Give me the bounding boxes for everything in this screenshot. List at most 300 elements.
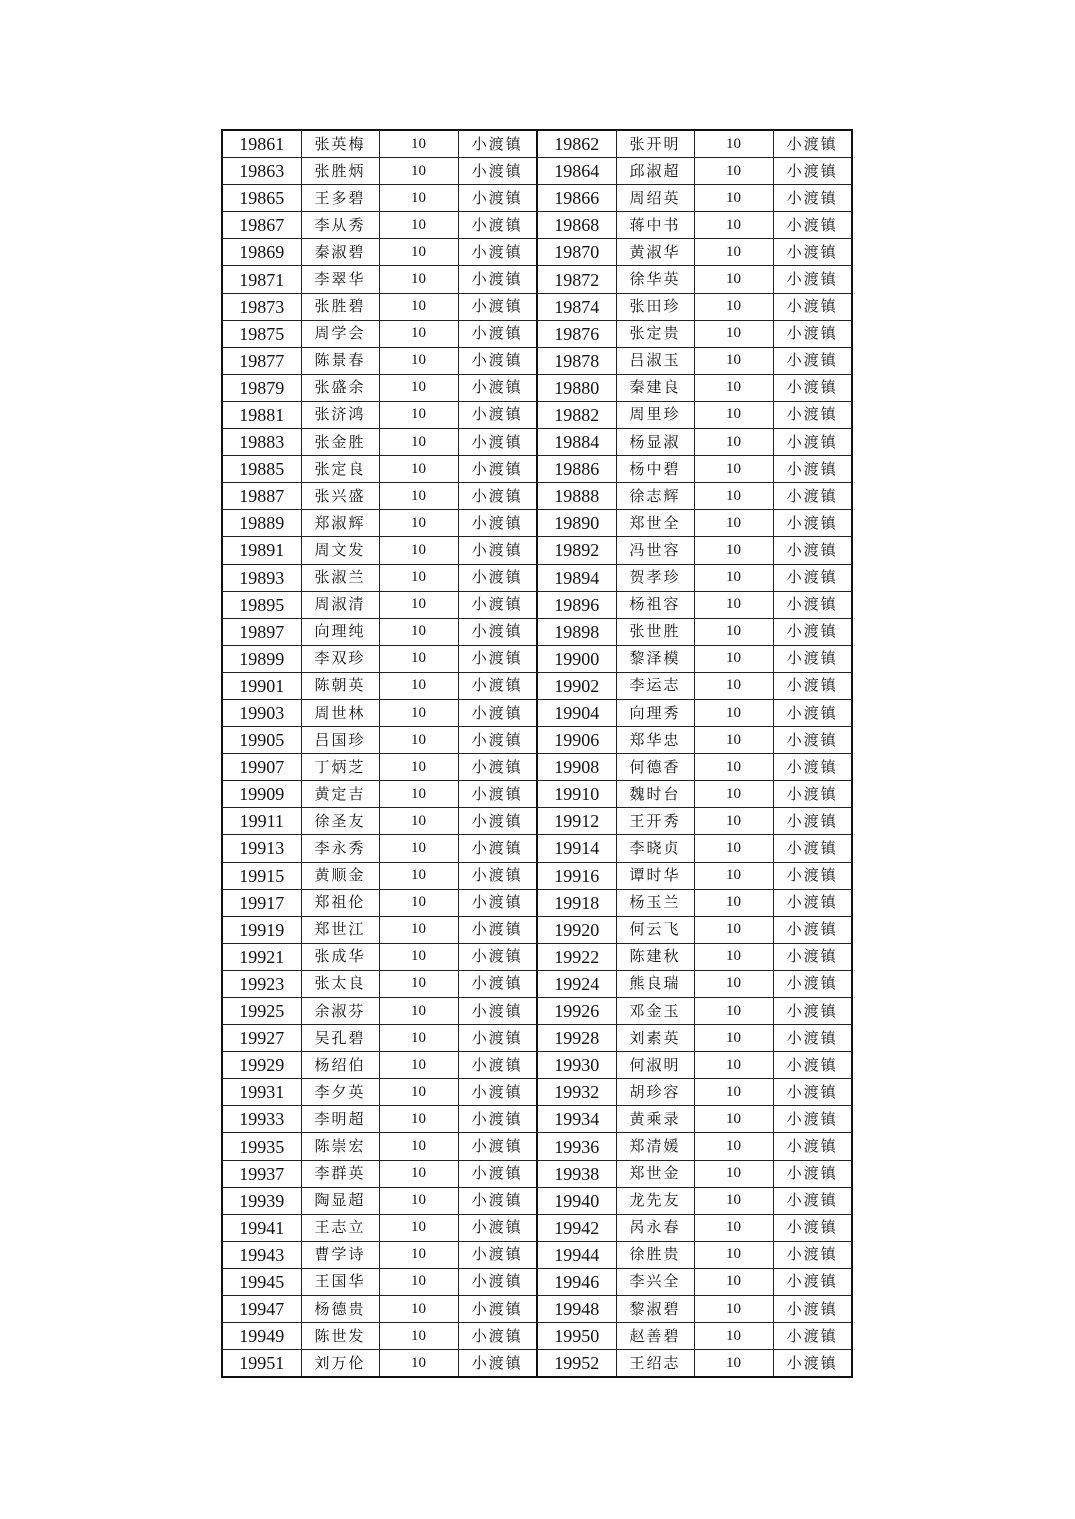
cell-value: 10	[694, 618, 773, 645]
cell-name: 陈建秋	[616, 943, 694, 970]
cell-value: 10	[379, 374, 458, 401]
cell-town: 小渡镇	[773, 1079, 852, 1106]
cell-town: 小渡镇	[458, 537, 537, 564]
cell-name: 杨玉兰	[616, 889, 694, 916]
cell-id: 19889	[222, 510, 301, 537]
cell-town: 小渡镇	[458, 672, 537, 699]
cell-town: 小渡镇	[458, 943, 537, 970]
cell-town: 小渡镇	[773, 862, 852, 889]
cell-id: 19869	[222, 239, 301, 266]
cell-value: 10	[694, 699, 773, 726]
cell-name: 张济鸿	[301, 401, 379, 428]
cell-value: 10	[694, 1187, 773, 1214]
cell-id: 19944	[537, 1241, 616, 1268]
cell-value: 10	[694, 1350, 773, 1378]
cell-value: 10	[379, 1106, 458, 1133]
cell-value: 10	[694, 998, 773, 1025]
cell-id: 19935	[222, 1133, 301, 1160]
cell-town: 小渡镇	[458, 970, 537, 997]
cell-name: 吕淑玉	[616, 347, 694, 374]
cell-town: 小渡镇	[773, 1350, 852, 1378]
cell-id: 19880	[537, 374, 616, 401]
cell-value: 10	[379, 591, 458, 618]
cell-town: 小渡镇	[458, 347, 537, 374]
cell-value: 10	[379, 1079, 458, 1106]
cell-name: 丁炳芝	[301, 754, 379, 781]
cell-town: 小渡镇	[773, 1241, 852, 1268]
cell-id: 19928	[537, 1025, 616, 1052]
cell-value: 10	[379, 998, 458, 1025]
cell-town: 小渡镇	[773, 1025, 852, 1052]
cell-id: 19877	[222, 347, 301, 374]
cell-name: 蒋中书	[616, 212, 694, 239]
table-row	[222, 835, 852, 862]
table-row	[222, 293, 852, 320]
table-row	[222, 1241, 852, 1268]
cell-id: 19881	[222, 401, 301, 428]
cell-id: 19885	[222, 456, 301, 483]
cell-name: 刘万伦	[301, 1350, 379, 1378]
cell-name: 周淑清	[301, 591, 379, 618]
cell-id: 19926	[537, 998, 616, 1025]
cell-value: 10	[379, 645, 458, 672]
cell-id: 19937	[222, 1160, 301, 1187]
cell-town: 小渡镇	[773, 699, 852, 726]
cell-id: 19894	[537, 564, 616, 591]
cell-value: 10	[694, 266, 773, 293]
cell-town: 小渡镇	[773, 158, 852, 185]
cell-town: 小渡镇	[458, 781, 537, 808]
cell-town: 小渡镇	[458, 510, 537, 537]
cell-id: 19905	[222, 727, 301, 754]
cell-town: 小渡镇	[458, 808, 537, 835]
cell-value: 10	[379, 862, 458, 889]
cell-name: 陈景春	[301, 347, 379, 374]
cell-town: 小渡镇	[458, 158, 537, 185]
table-row	[222, 1187, 852, 1214]
cell-value: 10	[694, 754, 773, 781]
table-row	[222, 618, 852, 645]
cell-value: 10	[379, 185, 458, 212]
cell-name: 徐圣友	[301, 808, 379, 835]
cell-id: 19951	[222, 1350, 301, 1378]
cell-town: 小渡镇	[773, 889, 852, 916]
cell-name: 王多碧	[301, 185, 379, 212]
cell-id: 19891	[222, 537, 301, 564]
cell-name: 郑世江	[301, 916, 379, 943]
cell-name: 张胜碧	[301, 293, 379, 320]
cell-value: 10	[379, 1214, 458, 1241]
cell-town: 小渡镇	[458, 1079, 537, 1106]
table-row	[222, 374, 852, 401]
cell-id: 19874	[537, 293, 616, 320]
cell-id: 19899	[222, 645, 301, 672]
cell-name: 向理纯	[301, 618, 379, 645]
cell-value: 10	[379, 1133, 458, 1160]
cell-id: 19901	[222, 672, 301, 699]
table-row	[222, 727, 852, 754]
cell-value: 10	[694, 1323, 773, 1350]
cell-value: 10	[379, 212, 458, 239]
cell-id: 19948	[537, 1296, 616, 1323]
cell-name: 张成华	[301, 943, 379, 970]
cell-value: 10	[379, 916, 458, 943]
cell-town: 小渡镇	[773, 185, 852, 212]
cell-name: 张兴盛	[301, 483, 379, 510]
cell-name: 刘素英	[616, 1025, 694, 1052]
cell-id: 19940	[537, 1187, 616, 1214]
cell-town: 小渡镇	[773, 374, 852, 401]
cell-name: 秦淑碧	[301, 239, 379, 266]
cell-id: 19945	[222, 1268, 301, 1295]
cell-town: 小渡镇	[458, 1025, 537, 1052]
cell-id: 19941	[222, 1214, 301, 1241]
cell-town: 小渡镇	[773, 1052, 852, 1079]
cell-value: 10	[379, 1241, 458, 1268]
table-row	[222, 754, 852, 781]
cell-value: 10	[694, 672, 773, 699]
cell-name: 黎泽模	[616, 645, 694, 672]
cell-value: 10	[379, 1323, 458, 1350]
cell-town: 小渡镇	[458, 1350, 537, 1378]
cell-name: 李从秀	[301, 212, 379, 239]
table-row	[222, 185, 852, 212]
cell-id: 19898	[537, 618, 616, 645]
cell-id: 19914	[537, 835, 616, 862]
cell-value: 10	[379, 727, 458, 754]
cell-value: 10	[379, 483, 458, 510]
cell-id: 19936	[537, 1133, 616, 1160]
cell-id: 19915	[222, 862, 301, 889]
cell-town: 小渡镇	[773, 808, 852, 835]
cell-town: 小渡镇	[458, 239, 537, 266]
table-row	[222, 1214, 852, 1241]
cell-town: 小渡镇	[458, 1160, 537, 1187]
table-row	[222, 862, 852, 889]
cell-value: 10	[694, 130, 773, 158]
cell-value: 10	[694, 1214, 773, 1241]
cell-value: 10	[379, 1350, 458, 1378]
cell-id: 19947	[222, 1296, 301, 1323]
cell-id: 19934	[537, 1106, 616, 1133]
cell-value: 10	[694, 862, 773, 889]
cell-id: 19893	[222, 564, 301, 591]
cell-name: 黄乘录	[616, 1106, 694, 1133]
cell-id: 19864	[537, 158, 616, 185]
cell-value: 10	[379, 239, 458, 266]
cell-name: 吕国珍	[301, 727, 379, 754]
cell-id: 19890	[537, 510, 616, 537]
cell-value: 10	[694, 1106, 773, 1133]
cell-value: 10	[379, 429, 458, 456]
cell-name: 陈朝英	[301, 672, 379, 699]
cell-id: 19927	[222, 1025, 301, 1052]
cell-name: 王国华	[301, 1268, 379, 1295]
cell-id: 19950	[537, 1323, 616, 1350]
cell-town: 小渡镇	[773, 1160, 852, 1187]
cell-name: 黄淑华	[616, 239, 694, 266]
cell-town: 小渡镇	[458, 591, 537, 618]
cell-id: 19916	[537, 862, 616, 889]
cell-town: 小渡镇	[773, 456, 852, 483]
table-body	[222, 130, 852, 1377]
cell-town: 小渡镇	[773, 510, 852, 537]
cell-name: 徐志辉	[616, 483, 694, 510]
cell-id: 19925	[222, 998, 301, 1025]
cell-town: 小渡镇	[773, 1187, 852, 1214]
cell-name: 郑世金	[616, 1160, 694, 1187]
cell-name: 邱淑超	[616, 158, 694, 185]
cell-town: 小渡镇	[458, 456, 537, 483]
table-row	[222, 699, 852, 726]
cell-name: 陈世发	[301, 1323, 379, 1350]
cell-town: 小渡镇	[773, 1268, 852, 1295]
cell-town: 小渡镇	[773, 564, 852, 591]
cell-id: 19904	[537, 699, 616, 726]
cell-name: 王绍志	[616, 1350, 694, 1378]
cell-value: 10	[379, 266, 458, 293]
cell-name: 张世胜	[616, 618, 694, 645]
cell-value: 10	[694, 889, 773, 916]
cell-id: 19912	[537, 808, 616, 835]
cell-town: 小渡镇	[773, 1133, 852, 1160]
cell-id: 19930	[537, 1052, 616, 1079]
cell-value: 10	[379, 808, 458, 835]
cell-name: 杨中碧	[616, 456, 694, 483]
cell-town: 小渡镇	[773, 130, 852, 158]
cell-name: 李翠华	[301, 266, 379, 293]
cell-name: 周世林	[301, 699, 379, 726]
cell-id: 19952	[537, 1350, 616, 1378]
cell-town: 小渡镇	[773, 537, 852, 564]
cell-id: 19923	[222, 970, 301, 997]
cell-name: 李明超	[301, 1106, 379, 1133]
cell-id: 19913	[222, 835, 301, 862]
cell-name: 胡珍容	[616, 1079, 694, 1106]
cell-name: 陶显超	[301, 1187, 379, 1214]
cell-name: 郑华忠	[616, 727, 694, 754]
cell-town: 小渡镇	[773, 970, 852, 997]
cell-name: 李晓贞	[616, 835, 694, 862]
cell-town: 小渡镇	[773, 591, 852, 618]
cell-town: 小渡镇	[773, 1214, 852, 1241]
cell-name: 周里珍	[616, 401, 694, 428]
cell-name: 郑祖伦	[301, 889, 379, 916]
table-row	[222, 266, 852, 293]
cell-name: 杨祖容	[616, 591, 694, 618]
cell-value: 10	[379, 1187, 458, 1214]
table-row	[222, 916, 852, 943]
table-row	[222, 943, 852, 970]
cell-name: 李双珍	[301, 645, 379, 672]
cell-id: 19911	[222, 808, 301, 835]
cell-name: 陈崇宏	[301, 1133, 379, 1160]
cell-town: 小渡镇	[458, 320, 537, 347]
cell-value: 10	[694, 212, 773, 239]
cell-town: 小渡镇	[458, 1133, 537, 1160]
cell-id: 19902	[537, 672, 616, 699]
cell-town: 小渡镇	[773, 1323, 852, 1350]
cell-id: 19896	[537, 591, 616, 618]
cell-name: 张盛余	[301, 374, 379, 401]
cell-town: 小渡镇	[773, 212, 852, 239]
cell-name: 熊良瑞	[616, 970, 694, 997]
cell-value: 10	[694, 970, 773, 997]
cell-value: 10	[694, 158, 773, 185]
cell-town: 小渡镇	[458, 212, 537, 239]
cell-name: 张定良	[301, 456, 379, 483]
cell-value: 10	[694, 429, 773, 456]
cell-name: 杨德贵	[301, 1296, 379, 1323]
cell-id: 19924	[537, 970, 616, 997]
cell-name: 龙先友	[616, 1187, 694, 1214]
cell-id: 19861	[222, 130, 301, 158]
cell-name: 呙永春	[616, 1214, 694, 1241]
table-row	[222, 970, 852, 997]
cell-name: 邓金玉	[616, 998, 694, 1025]
cell-value: 10	[694, 781, 773, 808]
cell-value: 10	[694, 1296, 773, 1323]
cell-name: 张太良	[301, 970, 379, 997]
cell-id: 19871	[222, 266, 301, 293]
table-row	[222, 1052, 852, 1079]
cell-value: 10	[379, 672, 458, 699]
cell-value: 10	[379, 970, 458, 997]
cell-town: 小渡镇	[773, 1296, 852, 1323]
cell-value: 10	[379, 943, 458, 970]
cell-name: 李夕英	[301, 1079, 379, 1106]
cell-name: 冯世容	[616, 537, 694, 564]
cell-town: 小渡镇	[773, 483, 852, 510]
cell-id: 19875	[222, 320, 301, 347]
cell-town: 小渡镇	[458, 889, 537, 916]
cell-name: 张胜炳	[301, 158, 379, 185]
table-row	[222, 591, 852, 618]
table-row	[222, 1296, 852, 1323]
cell-town: 小渡镇	[458, 130, 537, 158]
table-row	[222, 347, 852, 374]
cell-id: 19918	[537, 889, 616, 916]
cell-name: 郑淑辉	[301, 510, 379, 537]
cell-value: 10	[379, 754, 458, 781]
cell-name: 赵善碧	[616, 1323, 694, 1350]
cell-value: 10	[694, 1079, 773, 1106]
cell-id: 19929	[222, 1052, 301, 1079]
table-row	[222, 510, 852, 537]
cell-name: 魏时台	[616, 781, 694, 808]
cell-name: 张金胜	[301, 429, 379, 456]
cell-town: 小渡镇	[773, 916, 852, 943]
table-row	[222, 645, 852, 672]
cell-town: 小渡镇	[458, 1296, 537, 1323]
cell-id: 19900	[537, 645, 616, 672]
cell-town: 小渡镇	[458, 1268, 537, 1295]
cell-town: 小渡镇	[773, 293, 852, 320]
table-row	[222, 1133, 852, 1160]
cell-value: 10	[694, 1268, 773, 1295]
cell-id: 19897	[222, 618, 301, 645]
cell-id: 19878	[537, 347, 616, 374]
cell-value: 10	[694, 483, 773, 510]
table-row	[222, 239, 852, 266]
cell-value: 10	[379, 130, 458, 158]
cell-town: 小渡镇	[458, 618, 537, 645]
cell-value: 10	[694, 916, 773, 943]
cell-id: 19882	[537, 401, 616, 428]
cell-value: 10	[694, 808, 773, 835]
cell-value: 10	[379, 1296, 458, 1323]
cell-town: 小渡镇	[773, 320, 852, 347]
table-row	[222, 320, 852, 347]
cell-name: 黎淑碧	[616, 1296, 694, 1323]
cell-value: 10	[379, 1160, 458, 1187]
cell-id: 19922	[537, 943, 616, 970]
cell-id: 19872	[537, 266, 616, 293]
cell-name: 周绍英	[616, 185, 694, 212]
cell-id: 19868	[537, 212, 616, 239]
cell-town: 小渡镇	[773, 754, 852, 781]
cell-value: 10	[694, 943, 773, 970]
cell-town: 小渡镇	[458, 1323, 537, 1350]
cell-name: 曹学诗	[301, 1241, 379, 1268]
cell-id: 19873	[222, 293, 301, 320]
cell-id: 19867	[222, 212, 301, 239]
cell-name: 张田珍	[616, 293, 694, 320]
cell-value: 10	[694, 564, 773, 591]
cell-id: 19949	[222, 1323, 301, 1350]
cell-value: 10	[694, 1160, 773, 1187]
cell-value: 10	[379, 564, 458, 591]
table-row	[222, 212, 852, 239]
cell-town: 小渡镇	[458, 1214, 537, 1241]
cell-value: 10	[694, 835, 773, 862]
cell-town: 小渡镇	[773, 781, 852, 808]
cell-town: 小渡镇	[773, 645, 852, 672]
cell-id: 19920	[537, 916, 616, 943]
cell-name: 李运志	[616, 672, 694, 699]
cell-value: 10	[694, 1025, 773, 1052]
cell-id: 19862	[537, 130, 616, 158]
cell-value: 10	[379, 158, 458, 185]
cell-name: 张英梅	[301, 130, 379, 158]
cell-town: 小渡镇	[458, 429, 537, 456]
cell-id: 19946	[537, 1268, 616, 1295]
cell-town: 小渡镇	[458, 266, 537, 293]
cell-id: 19917	[222, 889, 301, 916]
cell-value: 10	[379, 835, 458, 862]
cell-id: 19910	[537, 781, 616, 808]
table-row	[222, 564, 852, 591]
cell-town: 小渡镇	[773, 727, 852, 754]
table-row	[222, 889, 852, 916]
cell-town: 小渡镇	[458, 374, 537, 401]
cell-town: 小渡镇	[458, 916, 537, 943]
cell-town: 小渡镇	[773, 943, 852, 970]
cell-id: 19888	[537, 483, 616, 510]
cell-name: 杨绍伯	[301, 1052, 379, 1079]
cell-value: 10	[379, 1025, 458, 1052]
cell-name: 黄顺金	[301, 862, 379, 889]
cell-id: 19939	[222, 1187, 301, 1214]
cell-name: 向理秀	[616, 699, 694, 726]
cell-value: 10	[379, 1052, 458, 1079]
table-row	[222, 429, 852, 456]
cell-name: 黄定吉	[301, 781, 379, 808]
cell-value: 10	[379, 781, 458, 808]
cell-town: 小渡镇	[458, 862, 537, 889]
cell-value: 10	[694, 347, 773, 374]
cell-id: 19883	[222, 429, 301, 456]
